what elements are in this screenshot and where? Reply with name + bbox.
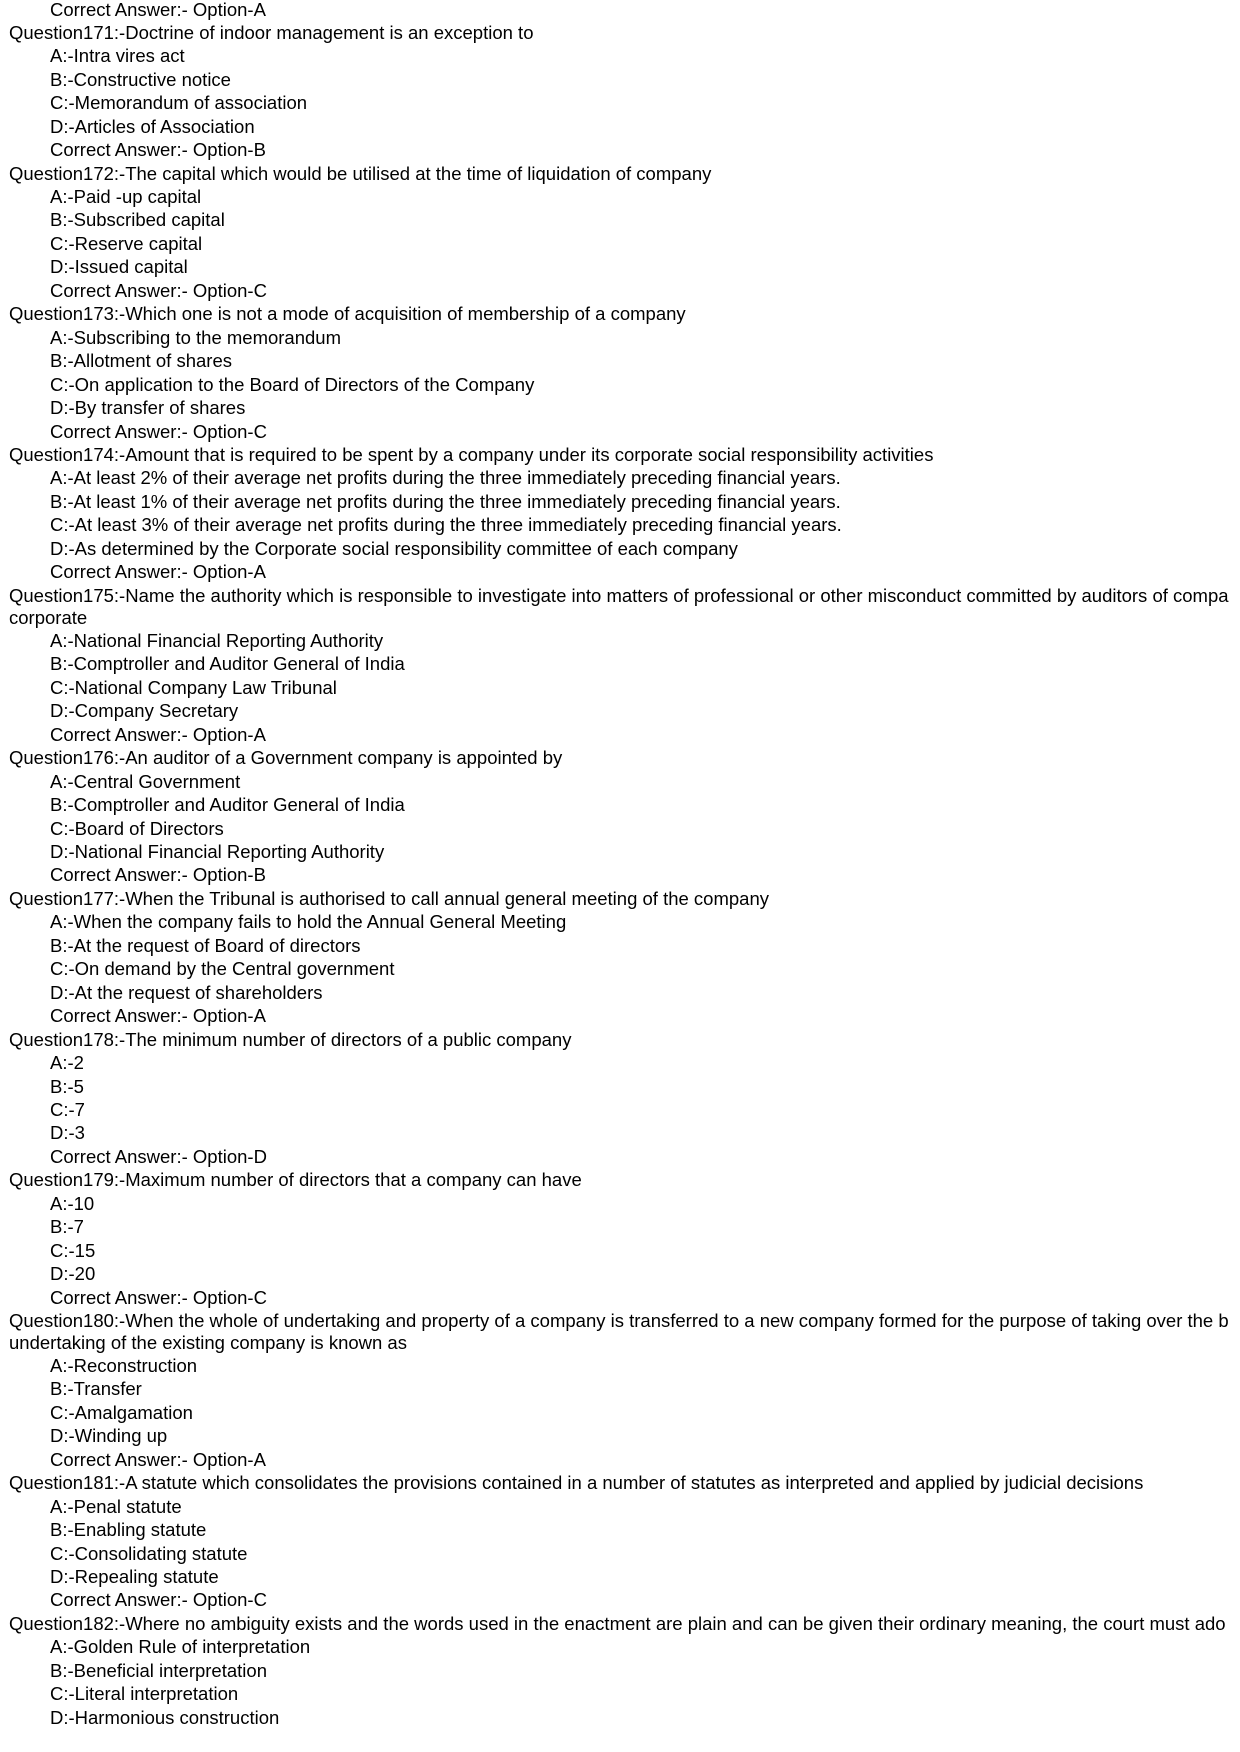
option-a: A:-When the company fails to hold the Annual General Meeting: [50, 911, 567, 932]
correct-answer: Correct Answer:- Option-C: [50, 1589, 267, 1610]
option-a: A:-Paid -up capital: [50, 186, 202, 207]
option-b: B:-5: [50, 1076, 84, 1097]
correct-answer: Correct Answer:- Option-B: [50, 864, 266, 885]
question-text: Question176:-An auditor of a Government company is appointed by: [9, 747, 563, 768]
correct-answer: Correct Answer:- Option-C: [50, 1287, 267, 1308]
option-d: D:-Issued capital: [50, 256, 188, 277]
option-b: B:-Beneficial interpretation: [50, 1660, 267, 1681]
option-a: A:-National Financial Reporting Authority: [50, 630, 384, 651]
option-d: D:-Repealing statute: [50, 1566, 219, 1587]
option-c: C:-Amalgamation: [50, 1402, 193, 1423]
option-b: B:-Transfer: [50, 1378, 142, 1399]
question-text: Question182:-Where no ambiguity exists and the words used in the enactment are plain and can be given their ordinary meaning, the court must ado: [9, 1613, 1226, 1634]
correct-answer: Correct Answer:- Option-A: [50, 1449, 266, 1470]
option-c: C:-Reserve capital: [50, 233, 203, 254]
question-text: Question179:-Maximum number of directors that a company can have: [9, 1169, 582, 1190]
question-text: Question173:-Which one is not a mode of acquisition of membership of a company: [9, 303, 686, 324]
option-d: D:-Company Secretary: [50, 700, 239, 721]
option-c: C:-15: [50, 1240, 96, 1261]
option-c: C:-On demand by the Central government: [50, 958, 395, 979]
question-text-continued: undertaking of the existing company is known as: [9, 1332, 407, 1353]
option-b: B:-Allotment of shares: [50, 350, 232, 371]
option-b: B:-At least 1% of their average net profits during the three immediately preceding financial years.: [50, 491, 841, 512]
option-a: A:-Intra vires act: [50, 45, 185, 66]
option-d: D:-3: [50, 1122, 85, 1143]
option-a: A:-10: [50, 1193, 95, 1214]
option-a: A:-Central Government: [50, 771, 241, 792]
option-d: D:-20: [50, 1263, 96, 1284]
question-text-continued: corporate: [9, 607, 88, 628]
option-a: A:-Golden Rule of interpretation: [50, 1636, 311, 1657]
option-c: C:-7: [50, 1099, 85, 1120]
option-d: D:-Winding up: [50, 1425, 168, 1446]
option-a: A:-Subscribing to the memorandum: [50, 327, 341, 348]
option-b: B:-7: [50, 1216, 84, 1237]
option-c: C:-Literal interpretation: [50, 1683, 239, 1704]
option-c: C:-At least 3% of their average net profits during the three immediately preceding financial years.: [50, 514, 842, 535]
question-text: Question181:-A statute which consolidates the provisions contained in a number of statutes as interpreted and applied by judicial decisions: [9, 1472, 1144, 1493]
option-c: C:-Board of Directors: [50, 818, 224, 839]
option-b: B:-Subscribed capital: [50, 209, 225, 230]
correct-answer: Correct Answer:- Option-A: [50, 561, 266, 582]
option-b: B:-Enabling statute: [50, 1519, 207, 1540]
option-c: C:-Memorandum of association: [50, 92, 308, 113]
correct-answer: Correct Answer:- Option-A: [50, 1005, 266, 1026]
question-text: Question178:-The minimum number of directors of a public company: [9, 1029, 572, 1050]
question-text: Question180:-When the whole of undertaking and property of a company is transferred to a new company formed for the purpose of taking over the b: [9, 1310, 1229, 1331]
option-b: B:-Constructive notice: [50, 69, 231, 90]
option-a: A:-Penal statute: [50, 1496, 182, 1517]
option-c: C:-Consolidating statute: [50, 1543, 248, 1564]
option-d: D:-Harmonious construction: [50, 1707, 280, 1728]
question-text: Question175:-Name the authority which is responsible to investigate into matters of professional or other misconduct committed by auditors of compa: [9, 585, 1229, 606]
correct-answer: Correct Answer:- Option-C: [50, 421, 267, 442]
option-b: B:-At the request of Board of directors: [50, 935, 361, 956]
option-a: A:-2: [50, 1052, 84, 1073]
option-a: A:-Reconstruction: [50, 1355, 198, 1376]
option-c: C:-National Company Law Tribunal: [50, 677, 337, 698]
option-b: B:-Comptroller and Auditor General of India: [50, 794, 405, 815]
option-d: D:-At the request of shareholders: [50, 982, 323, 1003]
question-text: Question174:-Amount that is required to be spent by a company under its corporate social responsibility activities: [9, 444, 934, 465]
correct-answer: Correct Answer:- Option-D: [50, 1146, 267, 1167]
option-a: A:-At least 2% of their average net profits during the three immediately preceding financial years.: [50, 467, 841, 488]
option-d: D:-As determined by the Corporate social responsibility committee of each company: [50, 538, 738, 559]
correct-answer: Correct Answer:- Option-A: [50, 724, 266, 745]
option-b: B:-Comptroller and Auditor General of India: [50, 653, 405, 674]
option-d: D:-Articles of Association: [50, 116, 255, 137]
option-c: C:-On application to the Board of Directors of the Company: [50, 374, 535, 395]
correct-answer: Correct Answer:- Option-B: [50, 139, 266, 160]
question-text: Question177:-When the Tribunal is authorised to call annual general meeting of the company: [9, 888, 769, 909]
option-d: D:-National Financial Reporting Authority: [50, 841, 385, 862]
question-text: Question171:-Doctrine of indoor management is an exception to: [9, 22, 534, 43]
correct-answer: Correct Answer:- Option-A: [50, 0, 266, 20]
question-text: Question172:-The capital which would be utilised at the time of liquidation of company: [9, 163, 712, 184]
correct-answer: Correct Answer:- Option-C: [50, 280, 267, 301]
option-d: D:-By transfer of shares: [50, 397, 246, 418]
